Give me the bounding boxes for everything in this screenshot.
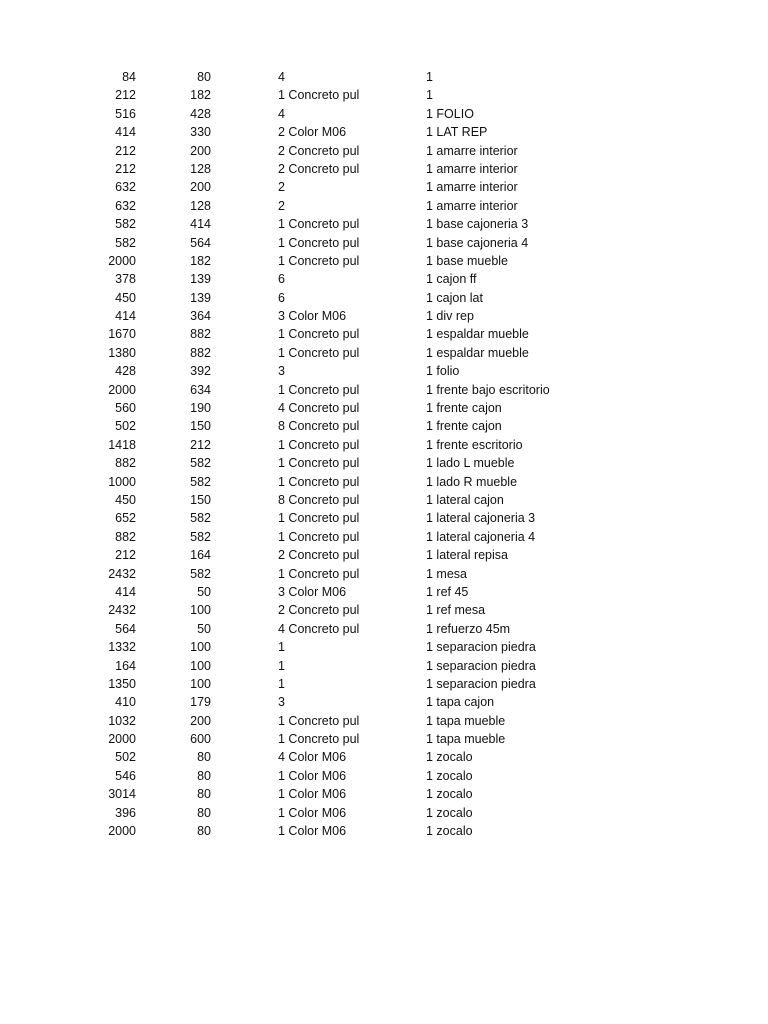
length-cell[interactable]: 212: [115, 88, 136, 103]
width-cell[interactable]: 164: [190, 548, 211, 563]
description-cell[interactable]: 1 zocalo: [426, 824, 473, 839]
length-cell[interactable]: 502: [115, 419, 136, 434]
width-cell[interactable]: 392: [190, 364, 211, 379]
quantity-material-cell[interactable]: 1 Concreto pul: [278, 713, 360, 728]
length-cell[interactable]: 560: [115, 401, 136, 416]
description-cell[interactable]: 1 espaldar mueble: [426, 327, 529, 342]
length-cell[interactable]: 428: [115, 364, 136, 379]
width-cell[interactable]: 582: [190, 474, 211, 489]
length-cell[interactable]: 2000: [108, 253, 136, 268]
width-cell[interactable]: 428: [190, 106, 211, 121]
length-cell[interactable]: 2432: [108, 566, 136, 581]
width-cell[interactable]: 80: [197, 768, 211, 783]
length-cell[interactable]: 2000: [108, 824, 136, 839]
quantity-material-cell[interactable]: 4: [278, 106, 285, 121]
description-cell[interactable]: 1 espaldar mueble: [426, 345, 529, 360]
table-row: [0, 142, 768, 160]
width-cell[interactable]: 882: [190, 327, 211, 342]
width-cell[interactable]: 179: [190, 695, 211, 710]
table-row: [0, 252, 768, 270]
length-cell[interactable]: 582: [115, 217, 136, 232]
table-row: [0, 583, 768, 601]
table-row: [0, 105, 768, 123]
quantity-material-cell[interactable]: 1 Concreto pul: [278, 327, 360, 342]
width-cell[interactable]: 414: [190, 217, 211, 232]
table-row: [0, 748, 768, 766]
length-cell[interactable]: 212: [115, 161, 136, 176]
width-cell[interactable]: 190: [190, 401, 211, 416]
quantity-material-cell[interactable]: 1 Concreto pul: [278, 253, 360, 268]
table-row: [0, 234, 768, 252]
length-cell[interactable]: 652: [115, 511, 136, 526]
quantity-material-cell[interactable]: 1 Color M06: [278, 805, 347, 820]
quantity-material-cell[interactable]: 2 Concreto pul: [278, 603, 360, 618]
quantity-material-cell[interactable]: 1 Concreto pul: [278, 235, 360, 250]
width-cell[interactable]: 150: [190, 419, 211, 434]
table-row: [0, 436, 768, 454]
length-cell[interactable]: 1670: [108, 327, 136, 342]
table-row: [0, 178, 768, 196]
width-cell[interactable]: 128: [190, 161, 211, 176]
description-cell[interactable]: 1 div rep: [426, 309, 474, 324]
table-row: [0, 473, 768, 491]
table-row: [0, 123, 768, 141]
quantity-material-cell[interactable]: 1 Concreto pul: [278, 88, 360, 103]
table-row: [0, 675, 768, 693]
width-cell[interactable]: 80: [197, 750, 211, 765]
length-cell[interactable]: 2000: [108, 732, 136, 747]
table-row: [0, 86, 768, 104]
length-cell[interactable]: 450: [115, 290, 136, 305]
table-row: [0, 693, 768, 711]
description-cell[interactable]: 1 zocalo: [426, 768, 473, 783]
quantity-material-cell[interactable]: 2: [278, 198, 285, 213]
length-cell[interactable]: 882: [115, 529, 136, 544]
length-cell[interactable]: 378: [115, 272, 136, 287]
width-cell[interactable]: 882: [190, 345, 211, 360]
width-cell[interactable]: 200: [190, 713, 211, 728]
quantity-material-cell[interactable]: 1 Color M06: [278, 824, 347, 839]
length-cell[interactable]: 1418: [108, 437, 136, 452]
description-cell[interactable]: 1 frente cajon: [426, 401, 502, 416]
table-row: [0, 657, 768, 675]
description-cell[interactable]: 1 cajon lat: [426, 290, 483, 305]
table-row: [0, 620, 768, 638]
table-row: [0, 381, 768, 399]
table-row: [0, 68, 768, 86]
description-cell[interactable]: 1 refuerzo 45m: [426, 621, 511, 636]
description-cell[interactable]: 1 lateral cajoneria 3: [426, 511, 536, 526]
length-cell[interactable]: 1380: [108, 345, 136, 360]
quantity-material-cell[interactable]: 6: [278, 272, 285, 287]
description-cell[interactable]: 1 folio: [426, 364, 460, 379]
length-cell[interactable]: 2432: [108, 603, 136, 618]
width-cell[interactable]: 182: [190, 253, 211, 268]
table-row: [0, 491, 768, 509]
quantity-material-cell[interactable]: 1 Concreto pul: [278, 732, 360, 747]
length-cell[interactable]: 164: [115, 658, 136, 673]
width-cell[interactable]: 100: [190, 676, 211, 691]
width-cell[interactable]: 212: [190, 437, 211, 452]
table-row: [0, 454, 768, 472]
table-row: [0, 344, 768, 362]
length-cell[interactable]: 1000: [108, 474, 136, 489]
table-row: [0, 215, 768, 233]
width-cell[interactable]: 100: [190, 658, 211, 673]
width-cell[interactable]: 139: [190, 272, 211, 287]
table-row: [0, 804, 768, 822]
table-row: [0, 270, 768, 288]
width-cell[interactable]: 80: [197, 787, 211, 802]
quantity-material-cell[interactable]: 2 Concreto pul: [278, 161, 360, 176]
length-cell[interactable]: 882: [115, 456, 136, 471]
description-cell[interactable]: 1 zocalo: [426, 750, 473, 765]
width-cell[interactable]: 50: [197, 621, 211, 636]
description-cell[interactable]: 1 separacion piedra: [426, 658, 536, 673]
description-cell[interactable]: 1 cajon ff: [426, 272, 477, 287]
description-cell[interactable]: 1 tapa mueble: [426, 713, 506, 728]
quantity-material-cell[interactable]: 1 Color M06: [278, 768, 347, 783]
width-cell[interactable]: 582: [190, 529, 211, 544]
quantity-material-cell[interactable]: 1 Concreto pul: [278, 529, 360, 544]
length-cell[interactable]: 396: [115, 805, 136, 820]
quantity-material-cell[interactable]: 3: [278, 695, 285, 710]
length-cell[interactable]: 410: [115, 695, 136, 710]
table-row: [0, 712, 768, 730]
quantity-material-cell[interactable]: 1: [278, 640, 285, 655]
length-cell[interactable]: 582: [115, 235, 136, 250]
width-cell[interactable]: 600: [190, 732, 211, 747]
width-cell[interactable]: 139: [190, 290, 211, 305]
quantity-material-cell[interactable]: 8 Concreto pul: [278, 492, 360, 507]
length-cell[interactable]: 414: [115, 584, 136, 599]
description-cell[interactable]: 1 frente escritorio: [426, 437, 523, 452]
description-cell[interactable]: 1 separacion piedra: [426, 676, 536, 691]
quantity-material-cell[interactable]: 1 Concreto pul: [278, 345, 360, 360]
width-cell[interactable]: 150: [190, 492, 211, 507]
length-cell[interactable]: 1332: [108, 640, 136, 655]
quantity-material-cell[interactable]: 1 Concreto pul: [278, 566, 360, 581]
quantity-material-cell[interactable]: 1 Concreto pul: [278, 474, 360, 489]
table-row: [0, 509, 768, 527]
width-cell[interactable]: 200: [190, 143, 211, 158]
table-row: [0, 417, 768, 435]
quantity-material-cell[interactable]: 2 Concreto pul: [278, 548, 360, 563]
quantity-material-cell[interactable]: 4 Concreto pul: [278, 401, 360, 416]
length-cell[interactable]: 212: [115, 548, 136, 563]
width-cell[interactable]: 330: [190, 125, 211, 140]
width-cell[interactable]: 80: [197, 70, 211, 84]
width-cell[interactable]: 182: [190, 88, 211, 103]
length-cell[interactable]: 546: [115, 768, 136, 783]
quantity-material-cell[interactable]: 2 Color M06: [278, 125, 347, 140]
table-row: [0, 822, 768, 840]
description-cell[interactable]: 1 lado R mueble: [426, 474, 518, 489]
description-cell[interactable]: 1 amarre interior: [426, 161, 518, 176]
table-row: [0, 197, 768, 215]
quantity-material-cell[interactable]: 3 Color M06: [278, 309, 347, 324]
quantity-material-cell[interactable]: 1: [278, 658, 285, 673]
quantity-material-cell[interactable]: 1 Concreto pul: [278, 456, 360, 471]
description-cell[interactable]: 1 tapa cajon: [426, 695, 495, 710]
description-cell[interactable]: 1 lateral cajon: [426, 492, 504, 507]
description-cell[interactable]: 1 lado L mueble: [426, 456, 515, 471]
quantity-material-cell[interactable]: 2 Concreto pul: [278, 143, 360, 158]
table-row: [0, 160, 768, 178]
description-cell[interactable]: 1 zocalo: [426, 787, 473, 802]
description-cell[interactable]: 1 separacion piedra: [426, 640, 536, 655]
quantity-material-cell[interactable]: 6: [278, 290, 285, 305]
description-cell[interactable]: 1 FOLIO: [426, 106, 474, 121]
quantity-material-cell[interactable]: 3 Color M06: [278, 584, 347, 599]
table-row: [0, 325, 768, 343]
spreadsheet-table: [0, 68, 768, 840]
length-cell[interactable]: 3014: [108, 787, 136, 802]
length-cell[interactable]: 1350: [108, 676, 136, 691]
length-cell[interactable]: 450: [115, 492, 136, 507]
description-cell[interactable]: 1 lateral cajoneria 4: [426, 529, 536, 544]
table-row: [0, 528, 768, 546]
table-row: [0, 638, 768, 656]
quantity-material-cell[interactable]: 4: [278, 70, 285, 84]
table-row: [0, 730, 768, 748]
description-cell[interactable]: 1 tapa mueble: [426, 732, 506, 747]
length-cell[interactable]: 502: [115, 750, 136, 765]
length-cell[interactable]: 564: [115, 621, 136, 636]
table-row: [0, 546, 768, 564]
width-cell[interactable]: 564: [190, 235, 211, 250]
description-cell[interactable]: 1 ref 45: [426, 584, 469, 599]
description-cell[interactable]: 1: [426, 70, 433, 84]
length-cell[interactable]: 2000: [108, 382, 136, 397]
description-cell[interactable]: 1 LAT REP: [426, 125, 488, 140]
width-cell[interactable]: 100: [190, 603, 211, 618]
width-cell[interactable]: 200: [190, 180, 211, 195]
length-cell[interactable]: 414: [115, 125, 136, 140]
table-row: [0, 601, 768, 619]
description-cell[interactable]: 1: [426, 88, 433, 103]
quantity-material-cell[interactable]: 1 Color M06: [278, 787, 347, 802]
length-cell[interactable]: 632: [115, 198, 136, 213]
description-cell[interactable]: 1 amarre interior: [426, 198, 518, 213]
table-row: [0, 289, 768, 307]
quantity-material-cell[interactable]: 1: [278, 676, 285, 691]
quantity-material-cell[interactable]: 3: [278, 364, 285, 379]
length-cell[interactable]: 84: [122, 70, 136, 84]
description-cell[interactable]: 1 base cajoneria 3: [426, 217, 529, 232]
width-cell[interactable]: 582: [190, 566, 211, 581]
quantity-material-cell[interactable]: 1 Concreto pul: [278, 437, 360, 452]
table-row: [0, 362, 768, 380]
quantity-material-cell[interactable]: 4 Concreto pul: [278, 621, 360, 636]
quantity-material-cell[interactable]: 1 Concreto pul: [278, 511, 360, 526]
description-cell[interactable]: 1 frente bajo escritorio: [426, 382, 550, 397]
table-row: [0, 565, 768, 583]
length-cell[interactable]: 632: [115, 180, 136, 195]
description-cell[interactable]: 1 base mueble: [426, 253, 509, 268]
quantity-material-cell[interactable]: 1 Concreto pul: [278, 217, 360, 232]
width-cell[interactable]: 80: [197, 805, 211, 820]
quantity-material-cell[interactable]: 1 Concreto pul: [278, 382, 360, 397]
width-cell[interactable]: 128: [190, 198, 211, 213]
description-cell[interactable]: 1 lateral repisa: [426, 548, 508, 563]
quantity-material-cell[interactable]: 8 Concreto pul: [278, 419, 360, 434]
description-cell[interactable]: 1 zocalo: [426, 805, 473, 820]
description-cell[interactable]: 1 mesa: [426, 566, 467, 581]
description-cell[interactable]: 1 amarre interior: [426, 180, 518, 195]
table-row: [0, 399, 768, 417]
table-row: [0, 307, 768, 325]
width-cell[interactable]: 582: [190, 511, 211, 526]
quantity-material-cell[interactable]: 4 Color M06: [278, 750, 347, 765]
width-cell[interactable]: 50: [197, 584, 211, 599]
length-cell[interactable]: 414: [115, 309, 136, 324]
length-cell[interactable]: 516: [115, 106, 136, 121]
width-cell[interactable]: 100: [190, 640, 211, 655]
quantity-material-cell[interactable]: 2: [278, 180, 285, 195]
width-cell[interactable]: 80: [197, 824, 211, 839]
table-row: [0, 767, 768, 785]
width-cell[interactable]: 582: [190, 456, 211, 471]
width-cell[interactable]: 634: [190, 382, 211, 397]
description-cell[interactable]: 1 amarre interior: [426, 143, 518, 158]
length-cell[interactable]: 1032: [108, 713, 136, 728]
table-row: [0, 785, 768, 803]
length-cell[interactable]: 212: [115, 143, 136, 158]
description-cell[interactable]: 1 ref mesa: [426, 603, 486, 618]
width-cell[interactable]: 364: [190, 309, 211, 324]
description-cell[interactable]: 1 base cajoneria 4: [426, 235, 529, 250]
description-cell[interactable]: 1 frente cajon: [426, 419, 502, 434]
